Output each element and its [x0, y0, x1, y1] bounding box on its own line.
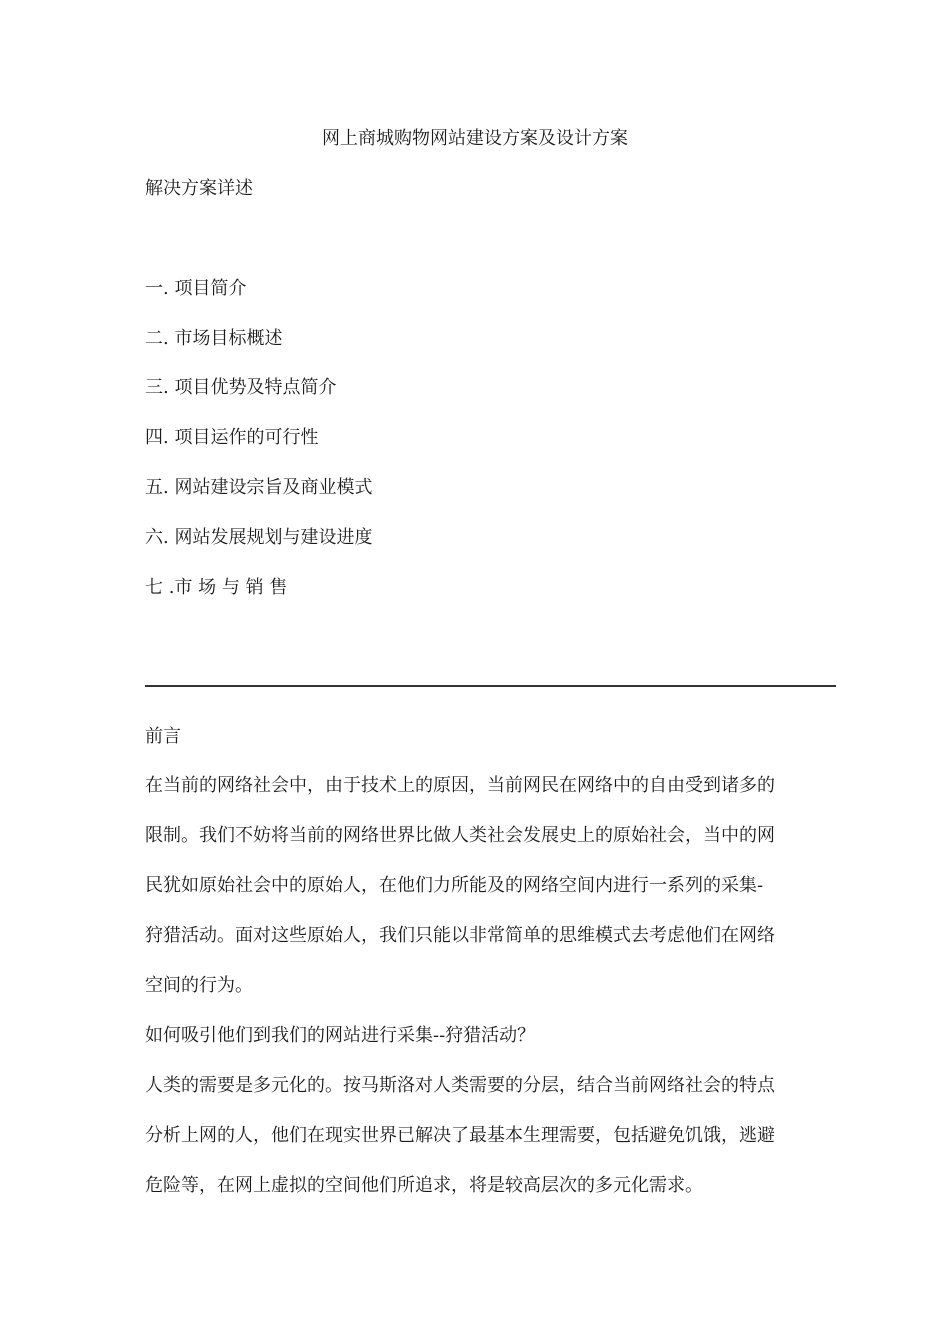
section-divider — [145, 685, 836, 687]
toc-item-1: 一. 项目简介 — [145, 278, 247, 299]
preface-paragraph-1 — [145, 774, 775, 1024]
paragraph-line: 民犹如原始社会中的原始人，在他们力所能及的网络空间内进行一系列的采集- — [145, 875, 764, 896]
toc-item-4: 四. 项目运作的可行性 — [145, 427, 319, 448]
paragraph-line: 分析上网的人，他们在现实世界已解决了最基本生理需要，包括避免饥饿，逃避 — [145, 1125, 775, 1146]
toc-item-7: 七 .市 场 与 销 售 — [145, 577, 288, 598]
paragraph-line: 空间的行为。 — [145, 975, 253, 996]
preface-heading: 前言 — [145, 726, 181, 747]
document-subtitle: 解决方案详述 — [145, 178, 253, 199]
question-line: 如何吸引他们到我们的网站进行采集--狩猎活动？ — [145, 1025, 536, 1046]
paragraph-line: 限制。我们不妨将当前的网络世界比做人类社会发展史上的原始社会，当中的网 — [145, 825, 775, 846]
toc-item-5: 五. 网站建设宗旨及商业模式 — [145, 477, 373, 498]
document-title: 网上商城购物网站建设方案及设计方案 — [322, 128, 628, 149]
toc-item-2: 二. 市场目标概述 — [145, 328, 283, 349]
paragraph-line: 人类的需要是多元化的。按马斯洛对人类需要的分层，结合当前网络社会的特点 — [145, 1075, 775, 1096]
paragraph-line: 在当前的网络社会中，由于技术上的原因，当前网民在网络中的自由受到诸多的 — [145, 775, 775, 796]
paragraph-line: 狩猎活动。面对这些原始人，我们只能以非常简单的思维模式去考虑他们在网络 — [145, 925, 775, 946]
paragraph-line: 危险等，在网上虚拟的空间他们所追求，将是较高层次的多元化需求。 — [145, 1175, 703, 1196]
toc-item-6: 六. 网站发展规划与建设进度 — [145, 527, 373, 548]
preface-paragraph-2 — [145, 1074, 775, 1224]
toc-item-3: 三. 项目优势及特点简介 — [145, 377, 337, 398]
